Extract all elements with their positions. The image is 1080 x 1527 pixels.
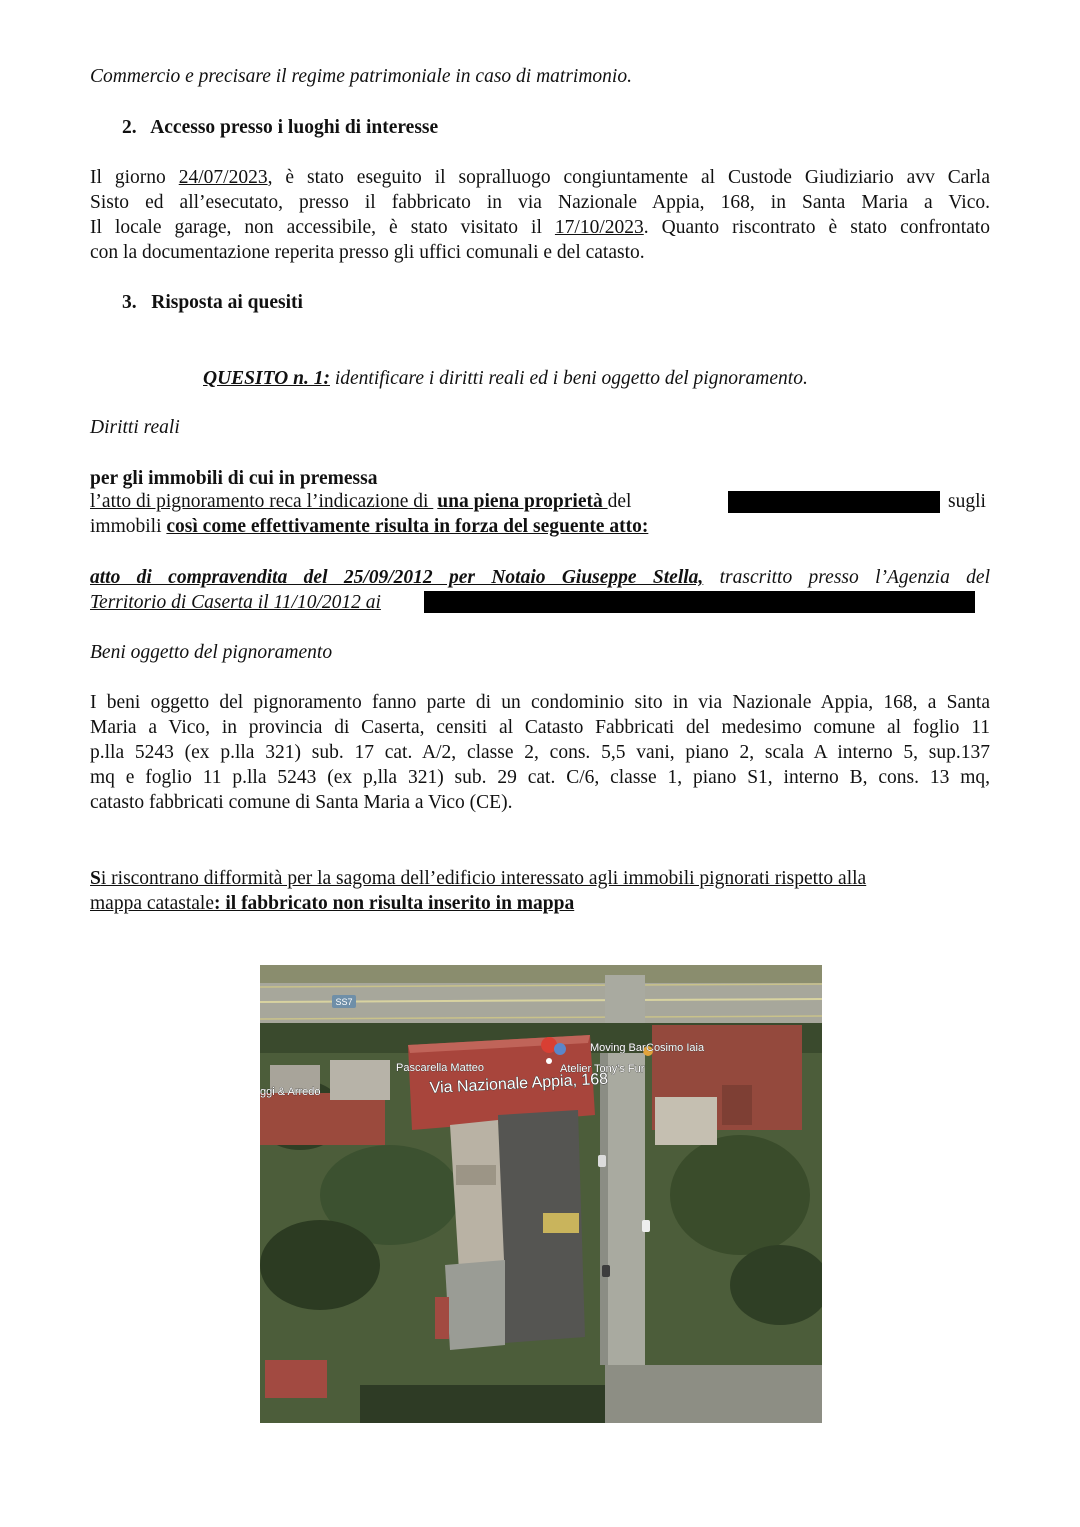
beni-line: mq e foglio 11 p.lla 5243 (ex p,lla 321) sub. 29 cat. C/6, classe 1, piano S1, interno B, cons. 13 mq,	[90, 767, 990, 788]
section2-line2: Sisto ed all’esecutato, presso il fabbricato in via Nazionale Appia, 168, in Santa Maria a Vico.	[90, 192, 990, 213]
text-run: Il giorno	[90, 167, 179, 188]
text-run: i riscontrano difformità per la sagoma dell’edificio interessato agli immobili pignorati rispetto alla	[100, 868, 867, 889]
map-label: Cosimo Iaia	[646, 1042, 705, 1054]
section2-heading	[122, 115, 438, 141]
text-run: trascritto presso l’Agenzia del	[703, 567, 990, 588]
beni-line: Maria a Vico, in provincia di Caserta, censiti al Catasto Fabbricati del medesimo comune al foglio 11	[90, 717, 990, 738]
beni-line: catasto fabbricati comune di Santa Maria a Vico (CE).	[90, 792, 513, 813]
quesito-text: identificare i diritti reali ed i beni oggetto del pignoramento.	[329, 368, 808, 389]
map-label: Atelier Tony's Fur	[560, 1063, 645, 1075]
map-label: Moving Bar	[590, 1042, 646, 1054]
piena-proprieta: una piena proprietà	[437, 491, 608, 512]
section3-title: Risposta ai quesiti	[151, 292, 303, 313]
aerial-map-image	[260, 965, 822, 1423]
diritti-heading: Diritti reali	[90, 417, 180, 438]
diritti-line1	[90, 489, 990, 515]
beni-line: p.lla 5243 (ex p.lla 321) sub. 17 cat. A/2, classe 2, cons. 5,5 vani, piano 2, scala A interno 5, sup.137	[90, 742, 990, 763]
redaction-box	[424, 591, 975, 613]
beni-line: I beni oggetto del pignoramento fanno parte di un condominio sito in via Nazionale Appia, 168, a Santa	[90, 692, 990, 713]
redaction-box	[728, 491, 940, 513]
visit-date-1: 24/07/2023	[178, 167, 268, 188]
difformita-line1	[90, 866, 866, 892]
text-run: sugli	[948, 491, 986, 512]
text-run: l’atto di pignoramento reca l’indicazione di	[90, 491, 434, 512]
text-run: Territorio di Caserta il 11/10/2012 ai	[90, 592, 381, 613]
address-label: Via Nazionale Appia, 168	[429, 1070, 609, 1097]
atto-line2	[90, 590, 990, 616]
difformita-line2	[90, 891, 574, 917]
road-label: SS7	[335, 997, 353, 1007]
section2-line3	[90, 215, 990, 241]
difformita-conclusion: : il fabbricato non risulta inserito in mappa	[213, 893, 575, 914]
map-label: ggi & Arredo	[260, 1086, 321, 1098]
diritti-bold-line: per gli immobili di cui in premessa	[90, 468, 378, 489]
atto-reference: così come effettivamente risulta in forza del seguente atto:	[166, 516, 649, 537]
text-run: Il locale garage, non accessibile, è stato visitato il	[90, 217, 555, 238]
quesito-line	[203, 366, 808, 392]
section2-line1	[90, 165, 990, 191]
intro-line: Commercio e precisare il regime patrimoniale in caso di matrimonio.	[90, 66, 632, 87]
first-letter: S	[90, 868, 101, 889]
section2-number: 2.	[122, 117, 137, 138]
atto-title: atto di compravendita del 25/09/2012 per Notaio Giuseppe Stella,	[90, 567, 704, 588]
diritti-line2	[90, 514, 648, 540]
section3-number: 3.	[122, 292, 137, 313]
text-run: , è stato eseguito il sopralluogo congiuntamente al Custode Giudiziario avv Carla	[267, 167, 990, 188]
text-run: immobili	[90, 516, 167, 537]
quesito-label: QUESITO n. 1:	[203, 368, 330, 389]
text-run: del	[607, 491, 632, 512]
text-run: . Quanto riscontrato è stato confrontato	[643, 217, 990, 238]
section2-title: Accesso presso i luoghi di interesse	[150, 117, 439, 138]
text-run: mappa catastale	[90, 893, 214, 914]
visit-date-2: 17/10/2023	[554, 217, 644, 238]
section3-heading	[122, 290, 303, 316]
map-label: Pascarella Matteo	[396, 1062, 485, 1074]
atelier-pin-icon	[554, 1043, 566, 1055]
section2-line4: con la documentazione reperita presso gli uffici comunali e del catasto.	[90, 242, 645, 263]
beni-heading: Beni oggetto del pignoramento	[90, 642, 333, 663]
atto-line1	[90, 565, 990, 591]
